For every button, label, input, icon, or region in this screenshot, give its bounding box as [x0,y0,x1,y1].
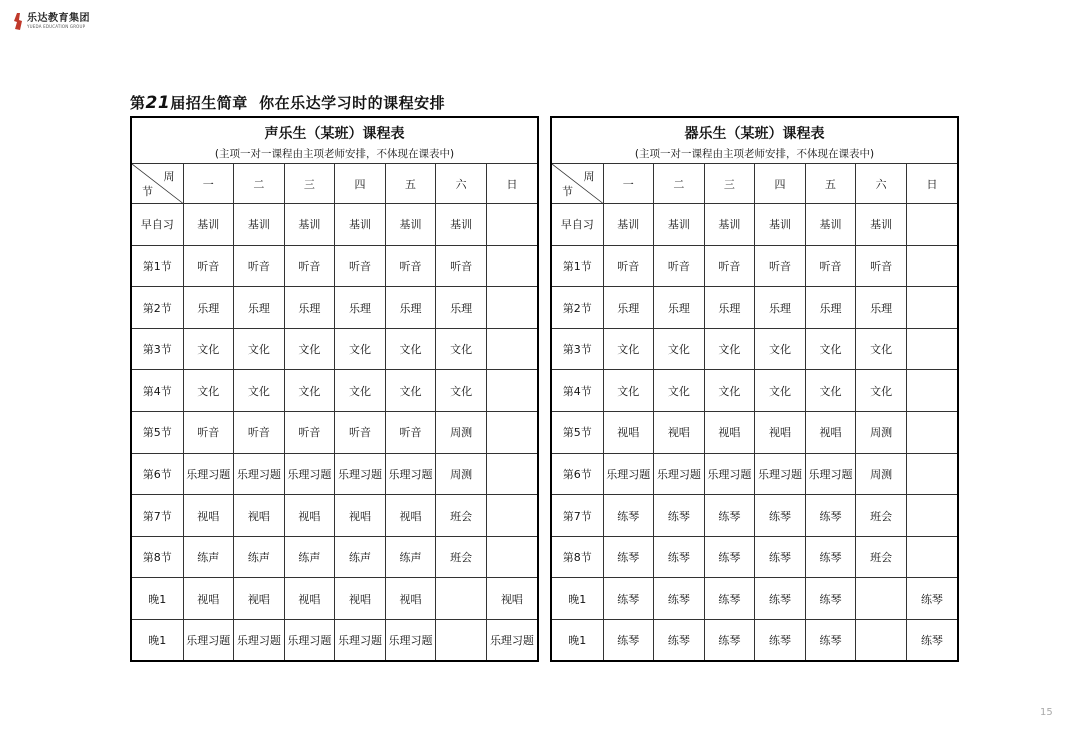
course-cell: 视唱 [183,578,234,620]
corner-header-cell [132,164,183,204]
course-cell: 听音 [385,245,436,287]
course-cell [486,536,537,578]
course-cell [486,287,537,329]
brand-subtitle: YUEDA EDUCATION GROUP [27,24,86,29]
course-cell: 文化 [436,328,487,370]
corner-day-label: 周 [163,170,175,183]
course-cell: 练琴 [654,578,705,620]
course-cell [486,370,537,412]
course-cell: 听音 [234,245,285,287]
course-cell: 乐理习题 [234,453,285,495]
course-cell [906,412,957,454]
day-header: 二 [654,164,705,204]
table-row [132,453,537,495]
course-cell: 练琴 [805,536,856,578]
corner-period-label: 节 [142,185,153,198]
course-cell: 练琴 [805,620,856,660]
course-cell: 练琴 [755,536,806,578]
course-cell: 练琴 [755,578,806,620]
course-cell: 周测 [856,453,907,495]
course-cell [906,495,957,537]
course-cell: 视唱 [234,578,285,620]
day-header: 五 [805,164,856,204]
period-label: 第4节 [552,370,603,412]
course-cell: 练琴 [755,620,806,660]
course-cell: 基训 [335,204,386,246]
table-row [552,620,957,660]
period-label: 第6节 [552,453,603,495]
course-cell: 文化 [805,370,856,412]
diagonal-divider [132,164,183,203]
course-cell: 视唱 [183,495,234,537]
course-cell: 文化 [755,370,806,412]
day-header: 一 [603,164,654,204]
course-cell: 文化 [603,328,654,370]
day-header: 四 [335,164,386,204]
course-cell: 文化 [654,328,705,370]
course-cell: 文化 [436,370,487,412]
table-row [132,245,537,287]
day-header: 二 [234,164,285,204]
schedule-title: 声乐生（某班）课程表 [264,125,405,142]
course-cell: 练琴 [603,620,654,660]
table-row [552,453,957,495]
course-cell: 听音 [183,412,234,454]
period-label: 第8节 [132,536,183,578]
course-cell: 视唱 [284,578,335,620]
course-cell [906,370,957,412]
course-cell [486,245,537,287]
course-cell: 乐理习题 [284,620,335,660]
period-label: 第2节 [132,287,183,329]
course-cell: 班会 [436,536,487,578]
course-cell: 练琴 [906,578,957,620]
course-cell: 听音 [284,412,335,454]
diagonal-divider [552,164,603,203]
course-cell: 文化 [856,328,907,370]
table-row [552,495,957,537]
course-cell: 基训 [856,204,907,246]
course-cell: 基训 [183,204,234,246]
course-cell: 乐理 [603,287,654,329]
course-cell: 练琴 [654,495,705,537]
day-header: 日 [906,164,957,204]
course-cell: 练琴 [906,620,957,660]
course-cell: 练琴 [805,495,856,537]
course-cell: 练琴 [654,536,705,578]
course-cell: 文化 [284,370,335,412]
table-row [132,620,537,660]
course-cell: 班会 [856,536,907,578]
schedule-title-cell [552,118,957,164]
course-cell: 乐理 [805,287,856,329]
course-cell: 周测 [856,412,907,454]
course-cell: 乐理 [654,287,705,329]
course-cell [486,453,537,495]
table-row [552,328,957,370]
course-cell: 文化 [654,370,705,412]
course-cell: 练声 [284,536,335,578]
period-label: 第5节 [132,412,183,454]
period-label: 第3节 [552,328,603,370]
course-cell: 练琴 [603,578,654,620]
course-cell: 听音 [335,412,386,454]
heading-prefix: 第 [130,94,146,112]
course-cell: 练琴 [704,578,755,620]
course-cell [906,536,957,578]
course-cell [486,412,537,454]
course-cell: 乐理习题 [335,453,386,495]
course-cell: 文化 [856,370,907,412]
table-row [132,536,537,578]
course-cell: 乐理习题 [183,620,234,660]
schedule-grid [132,118,537,660]
course-cell: 练琴 [704,620,755,660]
course-cell: 乐理习题 [234,620,285,660]
course-cell: 乐理习题 [284,453,335,495]
course-cell: 练琴 [603,536,654,578]
course-cell: 乐理 [385,287,436,329]
course-cell: 基训 [436,204,487,246]
course-cell: 文化 [805,328,856,370]
course-cell: 练琴 [805,578,856,620]
period-label: 晚1 [132,578,183,620]
course-cell: 视唱 [234,495,285,537]
course-cell [436,578,487,620]
course-cell: 文化 [284,328,335,370]
course-cell: 乐理习题 [385,620,436,660]
table-row [552,287,957,329]
course-cell: 听音 [183,245,234,287]
course-cell: 乐理 [234,287,285,329]
course-cell: 练声 [234,536,285,578]
course-cell: 周测 [436,412,487,454]
course-cell: 乐理习题 [654,453,705,495]
course-cell: 文化 [183,370,234,412]
period-label: 第7节 [552,495,603,537]
course-cell: 乐理 [436,287,487,329]
course-cell: 乐理习题 [603,453,654,495]
table-row [552,370,957,412]
table-row [132,412,537,454]
table-row [132,370,537,412]
period-label: 第6节 [132,453,183,495]
course-cell: 听音 [603,245,654,287]
course-cell: 练声 [385,536,436,578]
brand-name: 乐达教育集团 [27,13,90,24]
course-cell [486,204,537,246]
course-cell: 文化 [704,370,755,412]
course-cell: 视唱 [335,578,386,620]
period-label: 晚1 [552,620,603,660]
day-header: 四 [755,164,806,204]
day-header: 六 [436,164,487,204]
table-row [552,536,957,578]
course-cell: 乐理 [856,287,907,329]
course-cell: 听音 [234,412,285,454]
course-cell: 文化 [603,370,654,412]
course-cell: 乐理习题 [704,453,755,495]
heading-number: 21 [145,93,171,113]
course-cell: 练琴 [654,620,705,660]
course-cell: 基训 [385,204,436,246]
course-cell: 听音 [284,245,335,287]
course-cell: 文化 [335,370,386,412]
course-cell: 乐理习题 [486,620,537,660]
course-cell: 文化 [234,328,285,370]
course-cell: 乐理 [704,287,755,329]
course-cell: 乐理 [755,287,806,329]
vocal-schedule-table [130,116,539,662]
schedule-title-cell [132,118,537,164]
heading-suffix: 届招生简章 你在乐达学习时的课程安排 [170,94,446,112]
page-heading [130,92,445,113]
course-cell: 视唱 [755,412,806,454]
page-number: 15 [1040,707,1053,718]
course-cell: 基训 [234,204,285,246]
logo-mark-icon [14,13,23,30]
table-row [132,578,537,620]
table-row [132,287,537,329]
course-cell: 基训 [654,204,705,246]
course-cell: 听音 [704,245,755,287]
course-cell: 乐理 [284,287,335,329]
period-label: 第5节 [552,412,603,454]
course-cell: 基训 [284,204,335,246]
course-cell: 听音 [755,245,806,287]
course-cell: 基训 [805,204,856,246]
table-row [552,578,957,620]
table-row [552,204,957,246]
table-row [132,328,537,370]
course-cell: 班会 [856,495,907,537]
corner-header-cell [552,164,603,204]
course-cell: 周测 [436,453,487,495]
course-cell: 练琴 [603,495,654,537]
course-cell: 乐理习题 [385,453,436,495]
course-cell: 听音 [436,245,487,287]
period-label: 晚1 [552,578,603,620]
table-row [132,204,537,246]
course-cell: 视唱 [385,578,436,620]
schedule-grid [552,118,957,660]
period-label: 第3节 [132,328,183,370]
course-cell [856,578,907,620]
day-header: 六 [856,164,907,204]
course-cell: 乐理习题 [805,453,856,495]
course-cell: 乐理 [335,287,386,329]
day-header: 三 [284,164,335,204]
course-cell: 乐理 [183,287,234,329]
period-label: 第8节 [552,536,603,578]
course-cell [436,620,487,660]
period-label: 第2节 [552,287,603,329]
course-cell: 文化 [335,328,386,370]
course-cell: 听音 [385,412,436,454]
course-cell: 文化 [755,328,806,370]
course-cell: 文化 [385,328,436,370]
table-row [552,412,957,454]
course-cell: 听音 [335,245,386,287]
period-label: 第4节 [132,370,183,412]
course-cell [906,287,957,329]
course-cell: 文化 [234,370,285,412]
period-label: 第7节 [132,495,183,537]
corner-day-label: 周 [583,170,595,183]
course-cell: 听音 [805,245,856,287]
day-header: 三 [704,164,755,204]
period-label: 早自习 [132,204,183,246]
course-cell: 视唱 [603,412,654,454]
instrumental-schedule-table [550,116,959,662]
course-cell [906,453,957,495]
course-cell: 练琴 [755,495,806,537]
period-label: 晚1 [132,620,183,660]
period-label: 早自习 [552,204,603,246]
day-header: 日 [486,164,537,204]
course-cell: 练琴 [704,536,755,578]
schedule-subtitle: (主项一对一课程由主项老师安排，不体现在课表中) [214,147,455,160]
brand-logo [14,13,90,30]
course-cell: 练声 [183,536,234,578]
day-header: 五 [385,164,436,204]
schedule-title: 器乐生（某班）课程表 [684,125,825,142]
period-label: 第1节 [132,245,183,287]
table-row [552,245,957,287]
course-cell [486,495,537,537]
course-cell: 练声 [335,536,386,578]
course-cell: 文化 [183,328,234,370]
course-cell: 基训 [755,204,806,246]
schedule-subtitle: (主项一对一课程由主项老师安排，不体现在课表中) [634,147,875,160]
course-cell [856,620,907,660]
table-row [132,495,537,537]
course-cell: 班会 [436,495,487,537]
course-cell: 视唱 [704,412,755,454]
course-cell [906,245,957,287]
course-cell: 视唱 [385,495,436,537]
course-cell: 听音 [654,245,705,287]
course-cell [906,204,957,246]
course-cell: 乐理习题 [335,620,386,660]
course-cell: 文化 [385,370,436,412]
corner-period-label: 节 [562,185,573,198]
course-cell: 基训 [704,204,755,246]
course-cell: 乐理习题 [183,453,234,495]
course-cell: 视唱 [486,578,537,620]
course-cell: 视唱 [284,495,335,537]
course-cell: 视唱 [805,412,856,454]
course-cell: 练琴 [704,495,755,537]
course-cell: 听音 [856,245,907,287]
day-header: 一 [183,164,234,204]
course-cell: 视唱 [654,412,705,454]
course-cell: 视唱 [335,495,386,537]
period-label: 第1节 [552,245,603,287]
course-cell: 基训 [603,204,654,246]
course-cell: 乐理习题 [755,453,806,495]
course-cell: 文化 [704,328,755,370]
course-cell [486,328,537,370]
course-cell [906,328,957,370]
